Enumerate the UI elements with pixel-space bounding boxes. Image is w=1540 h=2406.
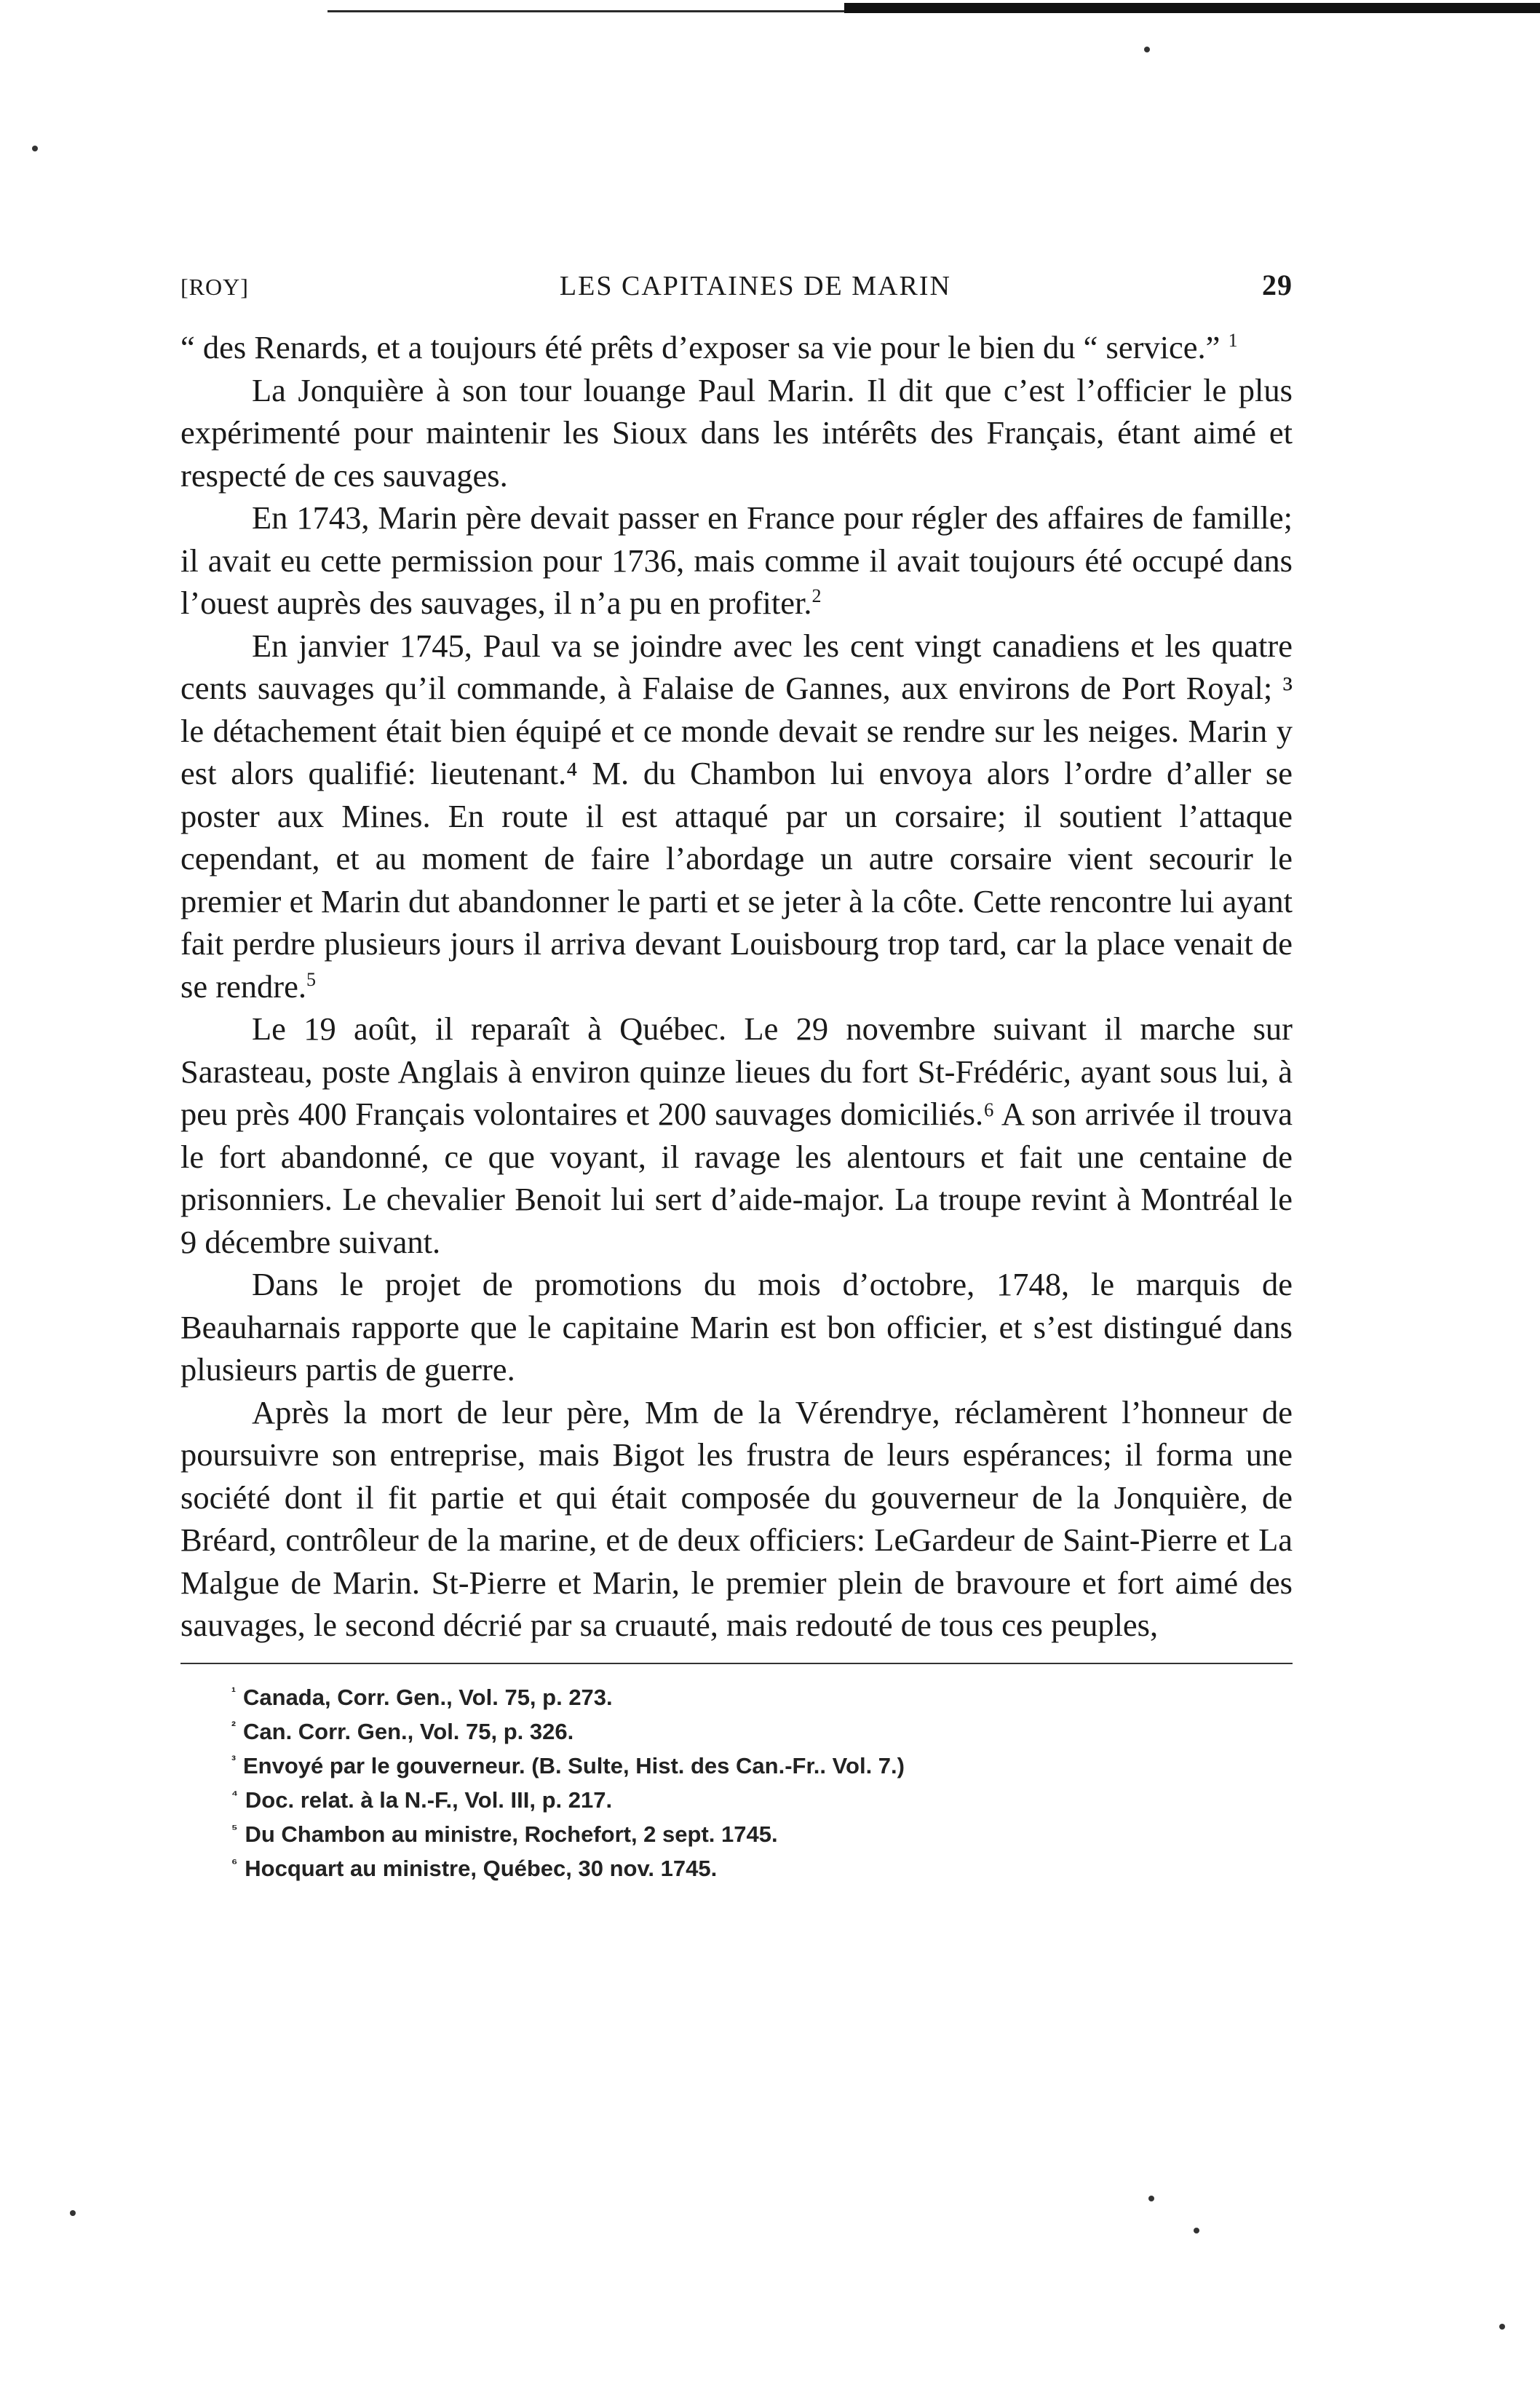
scan-speck (70, 2210, 76, 2216)
scan-speck (32, 146, 38, 151)
running-head (180, 268, 1293, 314)
scan-speck (1144, 47, 1150, 52)
paragraph: Le 19 août, il reparaît à Québec. Le 29 novembre suivant il marche sur Sarasteau, poste Anglais à environ quinze lieues du fort St-Frédéric, ayant sous lui, à peu près 400 Français volontaires et 200 sauvages domiciliés.⁶ A son arrivée il trouva le fort abandonné, ce que voyant, il ravage les alentours et fait une centaine de prisonniers. Le chevalier Benoit lui sert d’aide-major. La troupe revint à Montréal le 9 décembre suivant. (180, 1010, 1293, 1260)
footnotes (180, 1680, 1293, 1885)
paragraph: En 1743, Marin père devait passer en France pour régler des affaires de famille; il avait eu cette permission pour 1736, mais comme il avait toujours été occupé dans l’ouest auprès des sauvages, il n’a pu en profiter.$^2$ (180, 499, 1293, 621)
paragraph: En janvier 1745, Paul va se joindre avec les cent vingt canadiens et les quatre cents sauvages qu’il commande, à Falaise de Gannes, aux environs de Port Royal; ³ le détachement était bien équipé et ce monde devait se rendre sur les neiges. Marin y est alors qualifié: lieutenant.⁴ M. du Chambon lui envoya alors l’ordre d’aller se poster aux Mines. En route il est attaqué par un corsaire; il soutient l’attaque cependant, et au moment de faire l’abordage un autre corsaire vient secourir le premier et Marin dut abandonner le parti et se jeter à la côte. Cette rencontre lui ayant fait perdre plusieurs jours il arriva devant Louisbourg trop tard, car la place venait de se rendre.$^5$ (180, 627, 1293, 1005)
paragraph: “ des Renards, et a toujours été prêts d’exposer sa vie pour le bien du “ service.” $^1$ (180, 329, 1238, 365)
footnote: $^{^1}$ Canada, Corr. Gen., Vol. 75, p. 273. (231, 1684, 613, 1710)
footnote: $^{^4}$ Doc. relat. à la N.-F., Vol. III, p. 217. (231, 1786, 613, 1813)
book-page (180, 268, 1293, 1885)
footnote: $^{^5}$ Du Chambon au ministre, Rochefort, 2 sept. 1745. (231, 1821, 778, 1847)
footnote: $^{^3}$ Envoyé par le gouverneur. (B. Sulte, Hist. des Can.-Fr.. Vol. 7.) (231, 1752, 905, 1778)
running-head-author: [ROY] (180, 274, 249, 300)
footnote-ref: 5 (306, 968, 316, 990)
footnote-divider (180, 1663, 1293, 1664)
footnote: $^{^6}$ Hocquart au ministre, Québec, 30 nov. 1745. (231, 1855, 718, 1881)
top-edge-bar (844, 3, 1540, 13)
paragraph: La Jonquière à son tour louange Paul Marin. Il dit que c’est l’officier le plus expérimenté pour maintenir les Sioux dans les intérêts des Français, étant aimé et respecté de ces sauvages. (180, 371, 1293, 494)
body-text (180, 326, 1293, 1647)
footnote: $^{^2}$ Can. Corr. Gen., Vol. 75, p. 326. (231, 1718, 574, 1744)
paragraph: Après la mort de leur père, Mm de la Vérendrye, réclamèrent l’honneur de poursuivre son entreprise, mais Bigot les frustra de leurs espérances; il forma une société dont il fit partie et qui était composée du gouverneur de la Jonquière, de Bréard, contrôleur de la marine, et de deux officiers: LeGardeur de Saint-Pierre et La Malgue de Marin. St-Pierre et Marin, le premier plein de bravoure et fort aimé des sauvages, le second décrié par sa cruauté, mais redouté de tous ces peuples, (180, 1393, 1293, 1643)
scan-speck (1148, 2196, 1154, 2201)
scan-speck (1194, 2228, 1199, 2233)
scan-speck (1499, 2324, 1505, 2330)
running-head-title: LES CAPITAINES DE MARIN (559, 271, 951, 301)
footnote-ref: 2 (811, 585, 822, 607)
page-number: 29 (1261, 269, 1293, 301)
footnote-ref: 1 (1228, 330, 1238, 352)
paragraph: Dans le projet de promotions du mois d’octobre, 1748, le marquis de Beauharnais rapporte que le capitaine Marin est bon officier, et s’est distingué dans plusieurs partis de guerre. (180, 1266, 1293, 1388)
